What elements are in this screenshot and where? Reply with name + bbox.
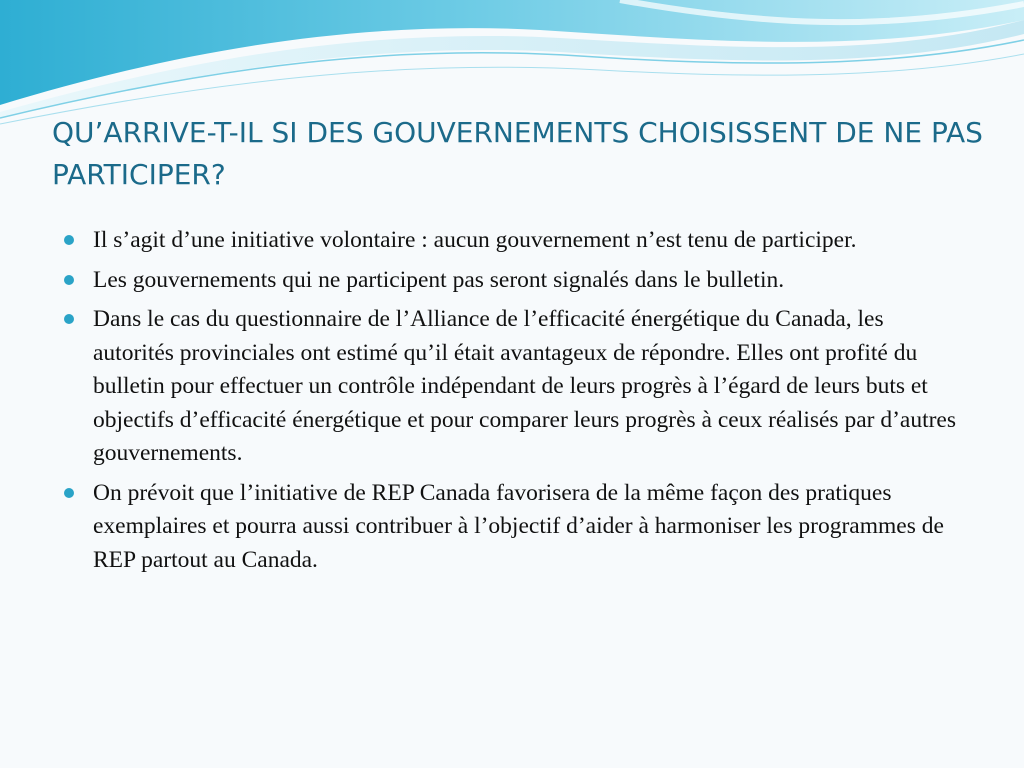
bullet-dot-icon bbox=[64, 488, 74, 498]
bullet-item bbox=[62, 303, 962, 471]
bullet-text: Dans le cas du questionnaire de l’Alliance de l’efficacité énergétique du Canada, les autorités provinciales ont estimé qu’il était avantageux de répondre. Elles ont profité du bulletin pour effectuer un contrôle indépendant de leurs progrès à l’égard de leurs buts et objectifs d’efficacité énergétique et pour comparer leurs progrès à ceux réalisés par d’autres gouvernements. bbox=[93, 306, 957, 466]
bullet-item bbox=[62, 477, 962, 578]
bullet-item bbox=[62, 224, 962, 258]
bullet-text: Il s’agit d’une initiative volontaire : aucun gouvernement n’est tenu de participer. bbox=[93, 227, 857, 253]
bullet-text: Les gouvernements qui ne participent pas seront signalés dans le bulletin. bbox=[93, 266, 785, 293]
header-wave-decoration bbox=[0, 0, 1024, 130]
bullet-dot-icon bbox=[64, 235, 74, 245]
slide-title: QU’ARRIVE-T-IL SI DES GOUVERNEMENTS CHOISISSENT DE NE PAS PARTICIPER? bbox=[52, 116, 983, 191]
bullet-item bbox=[62, 264, 962, 298]
bullet-dot-icon bbox=[64, 314, 74, 324]
bullet-list bbox=[62, 224, 962, 583]
bullet-dot-icon bbox=[64, 275, 74, 285]
bullet-text: On prévoit que l’initiative de REP Canada favorisera de la même façon des pratiques exemplaires et pourra aussi contribuer à l’objectif d’aider à harmoniser les programmes de REP partout au Canada. bbox=[93, 479, 944, 573]
